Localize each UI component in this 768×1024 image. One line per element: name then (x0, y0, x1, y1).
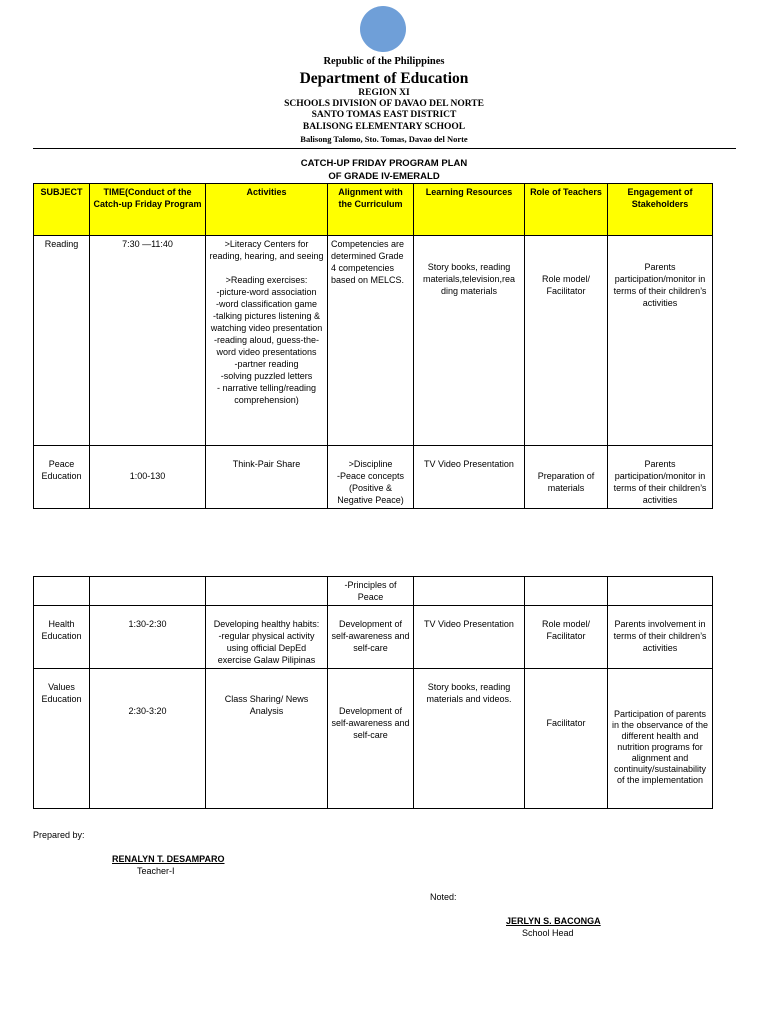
cell-activities: Class Sharing/ News Analysis (206, 669, 328, 809)
table-row-peace (34, 446, 713, 509)
header-divider (33, 148, 736, 149)
cell-time: 2:30-3:20 (90, 669, 206, 809)
cell-subject: Reading (34, 236, 90, 446)
cell-subject: Values Education (34, 669, 90, 809)
cell-role: Role model/ Facilitator (525, 236, 608, 446)
cell-activities: Developing healthy habits: -regular physical activity using official DepEd exercise Galaw Pilipinas (206, 606, 328, 669)
address-line: Balisong Talomo, Sto. Tomas, Davao del Norte (300, 134, 468, 144)
cell-alignment: Development of self-awareness and self-care (328, 669, 414, 809)
cell-time: 1:30-2:30 (90, 606, 206, 669)
school-head-name: JERLYN S. BACONGA (506, 916, 601, 926)
cell-alignment: -Principles of Peace (328, 577, 414, 606)
division-line: SCHOOLS DIVISION OF DAVAO DEL NORTE (284, 99, 484, 109)
cell-time: 1:00-130 (90, 446, 206, 509)
cell-activities: >Literacy Centers for reading, hearing, and seeing >Reading exercises: -picture-word association -word classification game -talking pictures listening & watching video presentation -reading aloud, guess-the-word video presentations -partner reading -solving puzzled letters - narrative telling/reading comprehension) (206, 236, 328, 446)
cell-engagement (608, 577, 713, 606)
preparer-name: RENALYN T. DESAMPARO (112, 854, 225, 864)
table-row-peace-continued (34, 577, 713, 606)
table-row-health (34, 606, 713, 669)
cell-resources: Story books, reading materials and videos. (414, 669, 525, 809)
district-line: SANTO TOMAS EAST DISTRICT (311, 110, 457, 120)
cell-role (525, 577, 608, 606)
cell-activities (206, 577, 328, 606)
table-row-values (34, 669, 713, 809)
cell-subject: Peace Education (34, 446, 90, 509)
header-resources: Learning Resources (414, 184, 525, 236)
header-role: Role of Teachers (525, 184, 608, 236)
header-subject: SUBJECT (34, 184, 90, 236)
table-row-reading (34, 236, 713, 446)
header-row (34, 184, 713, 236)
region-line: REGION XI (358, 88, 410, 98)
cell-engagement: Parents participation/monitor in terms of their children’s activities (608, 446, 713, 509)
cell-activities: Think-Pair Share (206, 446, 328, 509)
cell-subject: Health Education (34, 606, 90, 669)
school-head-title: School Head (522, 928, 574, 938)
header-time: TIME(Conduct of the Catch-up Friday Program (90, 184, 206, 236)
prepared-by-label: Prepared by: (33, 830, 85, 840)
cell-alignment: Competencies are determined Grade 4 competencies based on MELCS. (328, 236, 414, 446)
cell-alignment: >Discipline -Peace concepts (Positive & Negative Peace) (328, 446, 414, 509)
cell-subject (34, 577, 90, 606)
header-activities: Activities (206, 184, 328, 236)
header-engagement: Engagement of Stakeholders (608, 184, 713, 236)
cell-role: Role model/ Facilitator (525, 606, 608, 669)
noted-label: Noted: (430, 892, 457, 902)
cell-alignment: Development of self-awareness and self-care (328, 606, 414, 669)
school-line: BALISONG ELEMENTARY SCHOOL (302, 122, 466, 132)
cell-engagement: Participation of parents in the observance of the different health and nutrition programs for alignment and continuity/sustainability of the implementation (608, 669, 713, 809)
republic-line: Republic of the Philippines (323, 56, 445, 67)
cell-time (90, 577, 206, 606)
preparer-title: Teacher-I (137, 866, 175, 876)
cell-time: 7:30 —11:40 (90, 236, 206, 446)
cell-engagement: Parents involvement in terms of their children’s activities (608, 606, 713, 669)
header-alignment: Alignment with the Curriculum (328, 184, 414, 236)
cell-resources: Story books, reading materials,television,rea ding materials (414, 236, 525, 446)
plan-title: CATCH-UP FRIDAY PROGRAM PLAN (300, 158, 468, 169)
cell-resources: TV Video Presentation (414, 606, 525, 669)
cell-role: Preparation of materials (525, 446, 608, 509)
cell-role: Facilitator (525, 669, 608, 809)
program-table-page1 (33, 183, 713, 509)
program-table-page2 (33, 576, 713, 809)
cell-resources (414, 577, 525, 606)
department-title: Department of Education (299, 70, 469, 87)
deped-seal (360, 6, 406, 52)
plan-subtitle: OF GRADE IV-EMERALD (328, 171, 440, 182)
cell-resources: TV Video Presentation (414, 446, 525, 509)
cell-engagement: Parents participation/monitor in terms of their children’s activities (608, 236, 713, 446)
